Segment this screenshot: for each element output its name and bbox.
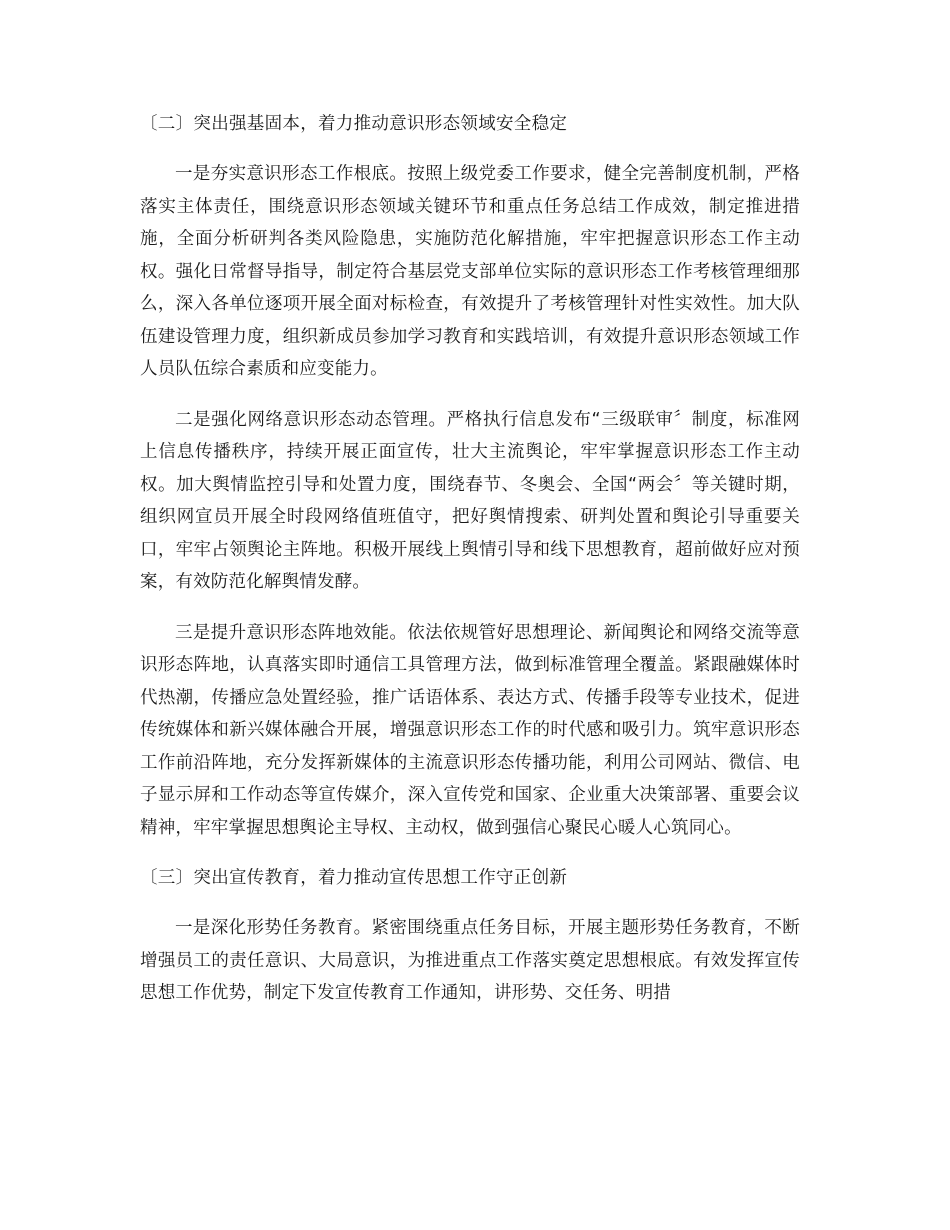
paragraph-situation-education: 一是深化形势任务教育。紧密围绕重点任务目标，开展主题形势任务教育，不断增强员工的责任意识、大局意识，为推进重点工作落实奠定思想根底。有效发挥宣传思想工作优势，制定下发宣传教育工作通知，讲形势、交任务、明措 [140, 918, 800, 1003]
paragraph-position-effectiveness: 三是提升意识形态阵地效能。依法依规管好思想理论、新闻舆论和网络交流等意识形态阵地，认真落实即时通信工具管理方法，做到标准管理全覆盖。紧跟融媒体时代热潮，传播应急处置经验，推广话语体系、表达方式、传播手段等专业技术，促进传统媒体和新兴媒体融合开展，增强意识形态工作的时代感和吸引力。筑牢意识形态工作前沿阵地，充分发挥新媒体的主流意识形态传播功能，利用公司网站、微信、电子显示屏和工作动态等宣传媒介，深入宣传党和国家、企业重大决策部署、重要会议精神，牢牢掌握思想舆论主导权、主动权，做到强信心聚民心暖人心筑同心。 [140, 622, 800, 838]
section-heading-3: 〔三〕突出宣传教育，着力推动宣传思想工作守正创新 [140, 868, 568, 888]
paragraph-network-management: 二是强化网络意识形态动态管理。严格执行信息发布“三级联审〞制度，标准网上信息传播秩序，持续开展正面宣传，壮大主流舆论，牢牢掌握意识形态工作主动权。加大舆情监控引导和处置力度，围绕春节、冬奥会、全国“两会〞等关键时期，组织网宣员开展全时段网络值班值守，把好舆情搜索、研判处置和舆论引导重要关口，牢牢占领舆论主阵地。积极开展线上舆情引导和线下思想教育，超前做好应对预案，有效防范化解舆情发酵。 [140, 409, 800, 592]
paragraph-strengthen-foundation: 一是夯实意识形态工作根底。按照上级党委工作要求，健全完善制度机制，严格落实主体责任，围绕意识形态领域关键环节和重点任务总结工作成效，制定推进措施，全面分析研判各类风险隐患，实施防范化解措施，牢牢把握意识形态工作主动权。强化日常督导指导，制定符合基层党支部单位实际的意识形态工作考核管理细那么，深入各单位逐项开展全面对标检查，有效提升了考核管理针对性实效性。加大队伍建设管理力度，组织新成员参加学习教育和实践培训，有效提升意识形态领域工作人员队伍综合素质和应变能力。 [140, 164, 800, 379]
section-heading-2: 〔二〕突出强基固本，着力推动意识形态领域安全稳定 [140, 114, 568, 134]
document-body [140, 108, 800, 1028]
